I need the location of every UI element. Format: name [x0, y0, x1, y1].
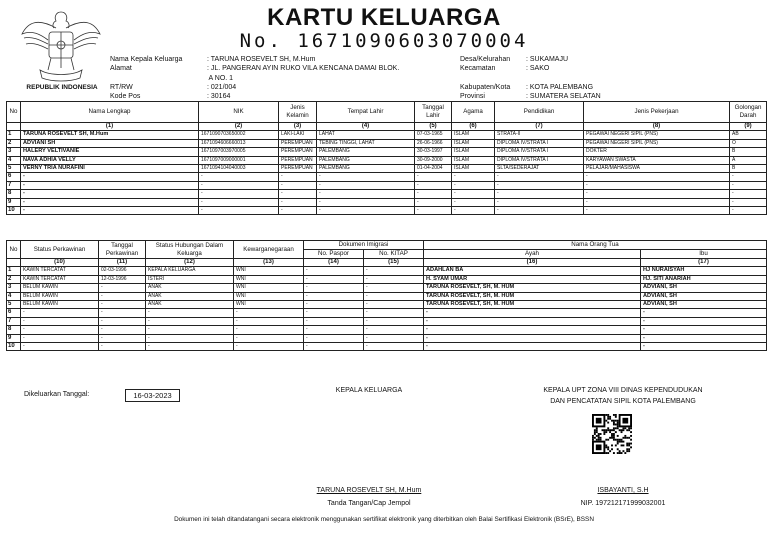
- table-cell: -: [364, 284, 424, 292]
- col-header-status-perkawinan: Status Perkawinan: [21, 241, 99, 259]
- table-cell: -: [730, 190, 767, 198]
- head-of-family-name: TARUNA ROSEVELT SH, M.Hum: [316, 487, 422, 494]
- head-of-family-title: KEPALA KELUARGA: [335, 387, 403, 394]
- table-cell: PEREMPUAN: [279, 139, 317, 147]
- table-cell: -: [199, 173, 279, 181]
- table-cell: DOKTER: [584, 148, 730, 156]
- table-row: [7, 343, 767, 351]
- table-cell: -: [304, 334, 364, 342]
- value-kabupaten: : KOTA PALEMBANG: [526, 83, 594, 91]
- issued-date-value: 16-03-2023: [125, 389, 180, 402]
- table-cell: 8: [7, 190, 21, 198]
- table-row: [7, 275, 767, 283]
- table-cell: LAHAT: [317, 131, 415, 139]
- table-cell: -: [584, 190, 730, 198]
- table-cell: KARYAWAN SWASTA: [584, 156, 730, 164]
- table-cell: PEREMPUAN: [279, 148, 317, 156]
- table-cell: DIPLOMA IV/STRATA I: [495, 148, 584, 156]
- table-cell: -: [234, 326, 304, 334]
- table-cell: PALEMBANG: [317, 148, 415, 156]
- table-cell: STRATA-II: [495, 131, 584, 139]
- table-cell: 6: [7, 309, 21, 317]
- table-cell: -: [99, 326, 146, 334]
- table-cell: 2: [7, 275, 21, 283]
- table-cell: -: [304, 284, 364, 292]
- value-kode-pos: : 30164: [207, 93, 231, 101]
- table-cell: 3: [7, 148, 21, 156]
- table-cell: -: [364, 309, 424, 317]
- table-cell: -: [99, 292, 146, 300]
- official-nip: NIP. 197212171999032001: [580, 500, 666, 507]
- col-header-no-2: No: [7, 241, 21, 259]
- table-cell: -: [317, 181, 415, 189]
- table-row: [7, 326, 767, 334]
- col-header-ayah: Ayah: [424, 250, 641, 259]
- table-cell: WNI: [234, 267, 304, 275]
- table-cell: -: [279, 207, 317, 215]
- table-cell: -: [21, 181, 199, 189]
- column-number-cell: (1): [21, 123, 199, 131]
- table-cell: -: [452, 173, 495, 181]
- col-header-status-hubungan: Status Hubungan Dalam Keluarga: [146, 241, 234, 259]
- table-cell: -: [99, 334, 146, 342]
- table-row: [7, 181, 767, 189]
- table-cell: -: [21, 326, 99, 334]
- official-title-line-1: KEPALA UPT ZONA VIII DINAS KEPENDUDUKAN: [543, 387, 703, 394]
- table-cell: B: [730, 165, 767, 173]
- table-cell: -: [415, 173, 452, 181]
- table-cell: -: [304, 275, 364, 283]
- value-alamat-2: A NO. 1: [207, 74, 234, 82]
- table-cell: BELUM KAWIN: [21, 284, 99, 292]
- col-header-tanggal-lahir: Tanggal Lahir: [415, 102, 452, 123]
- table-cell: DIPLOMA IV/STRATA I: [495, 156, 584, 164]
- table-cell: KEPALA KELUARGA: [146, 267, 234, 275]
- table-cell: 7: [7, 317, 21, 325]
- column-number-cell: (8): [584, 123, 730, 131]
- col-header-tempat-lahir: Tempat Lahir: [317, 102, 415, 123]
- table-cell: 1: [7, 131, 21, 139]
- table-cell: NAVA ADHIA VELLY: [21, 156, 199, 164]
- column-number-cell: (5): [415, 123, 452, 131]
- table-cell: 02-03-1996: [99, 267, 146, 275]
- label-kabupaten: Kabupaten/Kota: [460, 83, 511, 91]
- table-cell: -: [279, 173, 317, 181]
- table-cell: ISTERI: [146, 275, 234, 283]
- col-header-kewarganegaraan: Kewarganegaraan: [234, 241, 304, 259]
- table-row: [7, 139, 767, 147]
- table-cell: B: [730, 148, 767, 156]
- label-alamat: Alamat: [110, 65, 132, 73]
- table-cell: -: [641, 309, 767, 317]
- table-cell: -: [364, 326, 424, 334]
- table-cell: -: [21, 198, 199, 206]
- table-cell: -: [234, 317, 304, 325]
- col-header-golongan-darah: Golongan Darah: [730, 102, 767, 123]
- col-header-nama-orang-tua: Nama Orang Tua: [424, 241, 767, 250]
- table-cell: ANAK: [146, 284, 234, 292]
- table-cell: -: [146, 309, 234, 317]
- table-cell: -: [730, 198, 767, 206]
- table-cell: ANAK: [146, 292, 234, 300]
- col-header-jenis-kelamin: Jenis Kelamin: [279, 102, 317, 123]
- qr-code-icon: [592, 414, 632, 454]
- col-header-paspor: No. Paspor: [304, 250, 364, 259]
- table-cell: -: [304, 326, 364, 334]
- table-cell: -: [364, 267, 424, 275]
- table-cell: -: [364, 275, 424, 283]
- label-rt-rw: RT/RW: [110, 83, 133, 91]
- value-desa: : SUKAMAJU: [526, 56, 569, 63]
- table-cell: -: [495, 173, 584, 181]
- table-cell: -: [199, 207, 279, 215]
- table-cell: -: [730, 207, 767, 215]
- table-cell: -: [452, 190, 495, 198]
- table-row: [7, 317, 767, 325]
- table-cell: PEGAWAI NEGERI SIPIL (PNS): [584, 131, 730, 139]
- table-cell: PALEMBANG: [317, 165, 415, 173]
- table-cell: -: [234, 309, 304, 317]
- column-number-cell: (15): [364, 259, 424, 267]
- table-cell: ISLAM: [452, 148, 495, 156]
- table-cell: 1671094104040003: [199, 165, 279, 173]
- table-row: [7, 131, 767, 139]
- value-provinsi: : SUMATERA SELATAN: [526, 93, 601, 101]
- table-cell: -: [146, 317, 234, 325]
- table-cell: ISLAM: [452, 165, 495, 173]
- table-cell: PEREMPUAN: [279, 165, 317, 173]
- table-cell: PEREMPUAN: [279, 156, 317, 164]
- col-header-pekerjaan: Jenis Pekerjaan: [584, 102, 730, 123]
- table-cell: BELUM KAWIN: [21, 292, 99, 300]
- table-cell: -: [146, 326, 234, 334]
- table-cell: -: [364, 317, 424, 325]
- table-row: [7, 165, 767, 173]
- table-row: [7, 190, 767, 198]
- value-kecamatan: : SAKO: [526, 65, 550, 73]
- table-cell: A: [730, 156, 767, 164]
- table-cell: -: [234, 334, 304, 342]
- table-cell: ADVIANI, SH: [641, 284, 767, 292]
- table-cell: -: [641, 317, 767, 325]
- table-cell: ADVIANI, SH: [641, 301, 767, 309]
- table-cell: -: [730, 181, 767, 189]
- table-cell: ISLAM: [452, 131, 495, 139]
- table-row: [7, 267, 767, 275]
- table-cell: -: [584, 181, 730, 189]
- col-header-kitap: No. KITAP: [364, 250, 424, 259]
- table-cell: -: [146, 343, 234, 351]
- family-members-table: [6, 101, 767, 215]
- table-cell: 12-03-1996: [99, 275, 146, 283]
- table-cell: -: [99, 317, 146, 325]
- table-cell: TARUNA ROSEVELT, SH, M. HUM: [424, 301, 641, 309]
- table-cell: -: [199, 181, 279, 189]
- table-cell: -: [304, 343, 364, 351]
- col-header-agama: Agama: [452, 102, 495, 123]
- table-row: [7, 309, 767, 317]
- table-cell: ISLAM: [452, 139, 495, 147]
- table-cell: PELAJAR/MAHASISWA: [584, 165, 730, 173]
- table-cell: KAWIN TERCATAT: [21, 267, 99, 275]
- official-name: ISBAYANTI, S.H: [597, 487, 649, 494]
- table-row: [7, 156, 767, 164]
- table-cell: 1671094606660013: [199, 139, 279, 147]
- family-card-number: No. 1671090603070004: [239, 30, 529, 52]
- table-row: [7, 173, 767, 181]
- table-row: [7, 301, 767, 309]
- table-cell: 1: [7, 267, 21, 275]
- electronic-signature-disclaimer: Dokumen ini telah ditandatangani secara elektronik menggunakan sertifikat elektronik yang diterbitkan oleh Balai Sertifikasi Elektronik (BSrE), BSSN: [174, 516, 594, 523]
- table-cell: -: [21, 173, 199, 181]
- table-cell: -: [452, 181, 495, 189]
- table-cell: ADVIANI SH: [21, 139, 199, 147]
- col-header-dokumen-imigrasi: Dokumen Imigrasi: [304, 241, 424, 250]
- table-cell: 1671097003970005: [199, 148, 279, 156]
- table-cell: -: [424, 334, 641, 342]
- table-cell: ISLAM: [452, 156, 495, 164]
- table-cell: -: [317, 198, 415, 206]
- table-cell: -: [317, 173, 415, 181]
- table-cell: -: [415, 207, 452, 215]
- table-cell: O: [730, 139, 767, 147]
- table-cell: -: [304, 317, 364, 325]
- column-number-cell: [7, 259, 21, 267]
- table-cell: KAWIN TERCATAT: [21, 275, 99, 283]
- table-cell: HJ. SITI ANARIAH: [641, 275, 767, 283]
- table-cell: WNI: [234, 284, 304, 292]
- table-cell: -: [641, 343, 767, 351]
- column-number-cell: (10): [21, 259, 99, 267]
- table-cell: -: [21, 334, 99, 342]
- col-header-no: No: [7, 102, 21, 123]
- column-number-cell: (17): [641, 259, 767, 267]
- table-cell: TARUNA ROSEVELT, SH, M. HUM: [424, 292, 641, 300]
- issued-date-label: Dikeluarkan Tanggal:: [24, 391, 90, 398]
- table-cell: -: [452, 207, 495, 215]
- column-number-row: [7, 259, 767, 267]
- table-cell: -: [452, 198, 495, 206]
- value-alamat: : JL. PANGERAN AYIN RUKO VILA KENCANA DAMAI BLOK.: [207, 65, 400, 73]
- col-header-ibu: Ibu: [641, 250, 767, 259]
- table-cell: -: [199, 198, 279, 206]
- table-cell: -: [234, 343, 304, 351]
- table-cell: -: [424, 326, 641, 334]
- table-cell: 6: [7, 173, 21, 181]
- document-title: KARTU KELUARGA: [267, 4, 501, 31]
- table-cell: -: [21, 309, 99, 317]
- table-cell: -: [424, 309, 641, 317]
- table-cell: -: [317, 207, 415, 215]
- value-kepala-keluarga: : TARUNA ROSEVELT SH, M.Hum: [207, 56, 316, 63]
- table-cell: -: [584, 173, 730, 181]
- table-cell: -: [304, 292, 364, 300]
- table-cell: 5: [7, 301, 21, 309]
- table-row: [7, 284, 767, 292]
- table-cell: -: [21, 317, 99, 325]
- table-cell: TARUNA ROSEVELT, SH, M. HUM: [424, 284, 641, 292]
- table-cell: -: [495, 207, 584, 215]
- table-cell: 7: [7, 181, 21, 189]
- column-number-cell: (12): [146, 259, 234, 267]
- table-cell: TEBING TINGGI, LAHAT: [317, 139, 415, 147]
- table-cell: -: [424, 343, 641, 351]
- table-cell: 30-03-1997: [415, 148, 452, 156]
- table-cell: -: [364, 301, 424, 309]
- table-cell: 8: [7, 326, 21, 334]
- table-cell: ADVIANI, SH: [641, 292, 767, 300]
- table-cell: -: [495, 190, 584, 198]
- label-desa: Desa/Kelurahan: [460, 56, 511, 63]
- table-cell: -: [99, 309, 146, 317]
- table-cell: TARUNA ROSEVELT SH, M.Hum: [21, 131, 199, 139]
- table-cell: -: [584, 198, 730, 206]
- table-cell: HJ NURAISYAH: [641, 267, 767, 275]
- table-cell: 2: [7, 139, 21, 147]
- col-header-nama: Nama Lengkap: [21, 102, 199, 123]
- table-cell: PEGAWAI NEGERI SIPIL (PNS): [584, 139, 730, 147]
- table-cell: 10: [7, 343, 21, 351]
- table-cell: -: [415, 198, 452, 206]
- table-cell: ANAK: [146, 301, 234, 309]
- table-cell: -: [495, 198, 584, 206]
- col-header-pendidikan: Pendidikan: [495, 102, 584, 123]
- column-number-cell: (6): [452, 123, 495, 131]
- table-cell: WNI: [234, 275, 304, 283]
- table-cell: 07-03-1965: [415, 131, 452, 139]
- column-number-cell: (4): [317, 123, 415, 131]
- table-cell: 4: [7, 292, 21, 300]
- table-cell: PALEMBANG: [317, 156, 415, 164]
- table-cell: 1671097009000001: [199, 156, 279, 164]
- table-cell: -: [304, 301, 364, 309]
- table-cell: -: [424, 317, 641, 325]
- col-header-tanggal-perkawinan: Tanggal Perkawinan: [99, 241, 146, 259]
- table-cell: -: [21, 343, 99, 351]
- table-cell: -: [21, 207, 199, 215]
- signature-label: Tanda Tangan/Cap Jempol: [327, 500, 411, 507]
- table-cell: 1671090703650002: [199, 131, 279, 139]
- country-label: REPUBLIK INDONESIA: [26, 84, 98, 91]
- col-header-nik: NIK: [199, 102, 279, 123]
- table-cell: -: [279, 190, 317, 198]
- table-cell: -: [641, 326, 767, 334]
- label-kecamatan: Kecamatan: [460, 65, 496, 73]
- table-cell: -: [21, 190, 199, 198]
- table-cell: -: [279, 181, 317, 189]
- table-cell: -: [317, 190, 415, 198]
- table-cell: -: [99, 343, 146, 351]
- table-row: [7, 334, 767, 342]
- label-provinsi: Provinsi: [460, 93, 485, 101]
- column-number-cell: (13): [234, 259, 304, 267]
- label-kode-pos: Kode Pos: [110, 93, 141, 101]
- table-cell: SLTA/SEDERAJAT: [495, 165, 584, 173]
- table-cell: LAKI-LAKI: [279, 131, 317, 139]
- table-cell: -: [641, 334, 767, 342]
- family-status-table: [6, 240, 767, 351]
- table-row: [7, 198, 767, 206]
- table-cell: 01-04-2004: [415, 165, 452, 173]
- table-cell: 30-09-2000: [415, 156, 452, 164]
- table-cell: 10: [7, 207, 21, 215]
- column-number-cell: (7): [495, 123, 584, 131]
- header-left-block: [110, 55, 399, 101]
- table-cell: -: [364, 334, 424, 342]
- table-cell: 9: [7, 198, 21, 206]
- column-number-cell: (11): [99, 259, 146, 267]
- table-cell: ADAHLAN BA: [424, 267, 641, 275]
- value-rt-rw: : 021/004: [207, 83, 237, 91]
- table-cell: BELUM KAWIN: [21, 301, 99, 309]
- column-number-cell: (16): [424, 259, 641, 267]
- table-cell: VERNY TRIA NURAFINI: [21, 165, 199, 173]
- table-cell: WNI: [234, 301, 304, 309]
- table-cell: H. SYAM UMAR: [424, 275, 641, 283]
- table-cell: 5: [7, 165, 21, 173]
- table-cell: 3: [7, 284, 21, 292]
- header-right-block: [460, 55, 601, 101]
- table-cell: -: [199, 190, 279, 198]
- label-kepala-keluarga: Nama Kepala Keluarga: [110, 56, 183, 63]
- column-number-cell: (9): [730, 123, 767, 131]
- table-cell: DIPLOMA IV/STRATA I: [495, 139, 584, 147]
- table-cell: 9: [7, 334, 21, 342]
- column-number-cell: (14): [304, 259, 364, 267]
- table-cell: -: [584, 207, 730, 215]
- table-cell: AB: [730, 131, 767, 139]
- table-row: [7, 207, 767, 215]
- column-number-cell: [7, 123, 21, 131]
- table-cell: -: [415, 181, 452, 189]
- table-cell: -: [415, 190, 452, 198]
- table-cell: -: [304, 309, 364, 317]
- official-title-line-2: DAN PENCATATAN SIPIL KOTA PALEMBANG: [550, 398, 696, 405]
- table-cell: WNI: [234, 292, 304, 300]
- table-row: [7, 148, 767, 156]
- table-row: [7, 292, 767, 300]
- table-cell: 26-06-1966: [415, 139, 452, 147]
- table-cell: -: [99, 301, 146, 309]
- column-number-row: [7, 123, 767, 131]
- table-cell: HALERY VELTIVANIE: [21, 148, 199, 156]
- table-cell: -: [495, 181, 584, 189]
- table-cell: -: [304, 267, 364, 275]
- table-cell: 4: [7, 156, 21, 164]
- column-number-cell: (2): [199, 123, 279, 131]
- table-cell: -: [146, 334, 234, 342]
- table-cell: -: [279, 198, 317, 206]
- table-cell: -: [99, 284, 146, 292]
- table-cell: -: [364, 292, 424, 300]
- column-number-cell: (3): [279, 123, 317, 131]
- table-cell: -: [364, 343, 424, 351]
- table-cell: -: [730, 173, 767, 181]
